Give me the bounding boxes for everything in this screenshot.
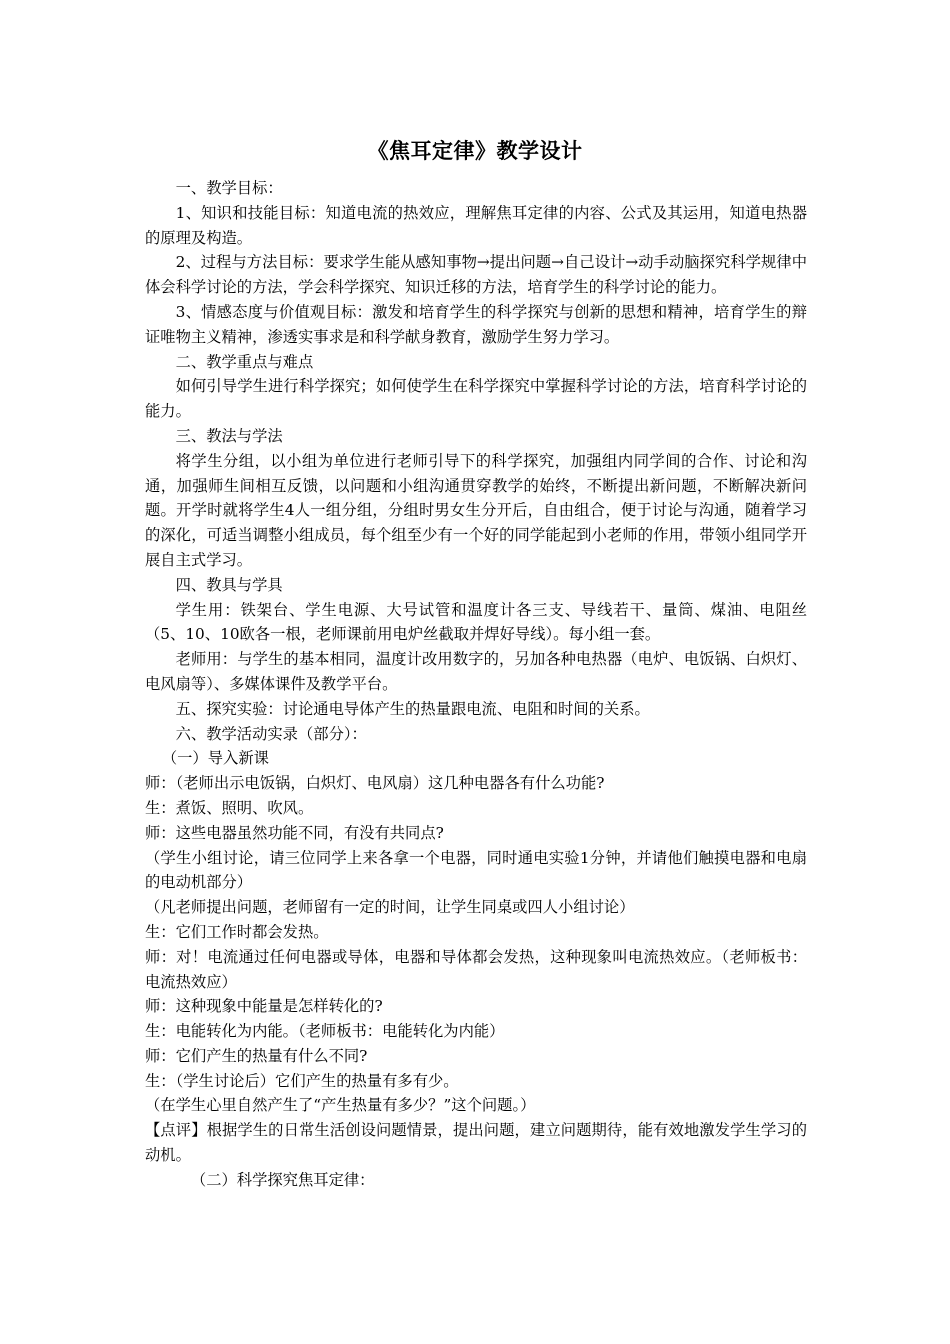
dialogue-line: 生：它们工作时都会发热。 xyxy=(145,922,329,941)
document-body xyxy=(145,176,807,1193)
dialogue-line: 师：它们产生的热量有什么不同? xyxy=(145,1046,368,1065)
paragraph-student-tools: 学生用：铁架台、学生电源、大号试管和温度计各三支、导线若干、量筒、煤油、电阻丝（5、10、10欧各一根，老师课前用电炉丝截取并焊好导线）。每小组一套。 xyxy=(145,600,807,644)
paragraph-methods: 将学生分组，以小组为单位进行老师引导下的科学探究，加强组内同学间的合作、讨论和沟通，加强师生间相互反馈，以问题和小组沟通贯穿教学的始终，不断提出新问题，不断解决新问题。开学时就将学生4人一组分组，分组时男女生分开后，自由组合，便于讨论与沟通，随着学习的深化，可适当调整小组成员，每个组至少有一个好的同学能起到小老师的作用，带领小组同学开展自主式学习。 xyxy=(145,451,807,569)
section-heading-methods: 三、教法与学法 xyxy=(175,426,283,445)
document-title: 《焦耳定律》教学设计 xyxy=(367,138,583,163)
paragraph-knowledge-goal: 1、知识和技能目标：知道电流的热效应，理解焦耳定律的内容、公式及其运用，知道电热器的原理及构造。 xyxy=(145,203,807,247)
paragraph-key-points: 如何引导学生进行科学探究；如何使学生在科学探究中掌握科学讨论的方法，培育科学讨论的能力。 xyxy=(145,377,807,421)
section-heading-key-points: 二、教学重点与难点 xyxy=(175,352,314,371)
stage-note: （在学生心里自然产生了“产生热量有多少？”这个问题。） xyxy=(145,1096,536,1115)
paragraph-process-goal: 2、过程与方法目标：要求学生能从感知事物→提出问题→自己设计→动手动脑探究科学规律中体会科学讨论的方法，学会科学探究、知识迁移的方法，培育学生的科学讨论的能力。 xyxy=(145,253,807,297)
stage-note: （学生小组讨论，请三位同学上来各拿一个电器，同时通电实验1分钟，并请他们触摸电器和电扇的电动机部分） xyxy=(145,848,807,892)
dialogue-line: 生：煮饭、照明、吹风。 xyxy=(145,798,314,817)
section-heading-experiment: 五、探究实验：讨论通电导体产生的热量跟电流、电阻和时间的关系。 xyxy=(175,699,650,718)
section-heading-tools: 四、教具与学具 xyxy=(175,575,283,594)
section-heading-activities: 六、教学活动实录（部分）： xyxy=(175,724,367,743)
subsection-heading-inquiry: （二）科学探究焦耳定律： xyxy=(190,1170,375,1189)
section-heading-objectives: 一、教学目标： xyxy=(175,179,283,197)
dialogue-line: 师：这些电器虽然功能不同，有没有共同点? xyxy=(145,823,444,842)
dialogue-line: 师：这种现象中能量是怎样转化的? xyxy=(145,997,383,1016)
subsection-heading-intro: （一）导入新课 xyxy=(161,749,269,768)
commentary: 【点评】根据学生的日常生活创设问题情景，提出问题，建立问题期待，能有效地激发学生学习的动机。 xyxy=(145,1121,807,1165)
dialogue-line: 生：（学生讨论后）它们产生的热量有多有少。 xyxy=(145,1071,459,1090)
dialogue-line: 师：对！电流通过任何电器或导体，电器和导体都会发热，这种现象叫电流热效应。（老师板书：电流热效应） xyxy=(145,947,807,991)
dialogue-line: 生：电能转化为内能。（老师板书：电能转化为内能） xyxy=(145,1022,505,1041)
dialogue-line: 师：（老师出示电饭锅，白炽灯、电风扇）这几种电器各有什么功能? xyxy=(145,774,605,793)
paragraph-teacher-tools: 老师用：与学生的基本相同，温度计改用数字的，另加各种电热器（电炉、电饭锅、白炽灯、电风扇等）、多媒体课件及教学平台。 xyxy=(145,650,807,693)
paragraph-emotion-goal: 3、情感态度与价值观目标：激发和培育学生的科学探究与创新的思想和精神，培育学生的辩证唯物主义精神，渗透实事求是和科学献身教育，激励学生努力学习。 xyxy=(145,302,807,346)
stage-note: （凡老师提出问题，老师留有一定的时间，让学生同桌或四人小组讨论） xyxy=(145,898,635,917)
